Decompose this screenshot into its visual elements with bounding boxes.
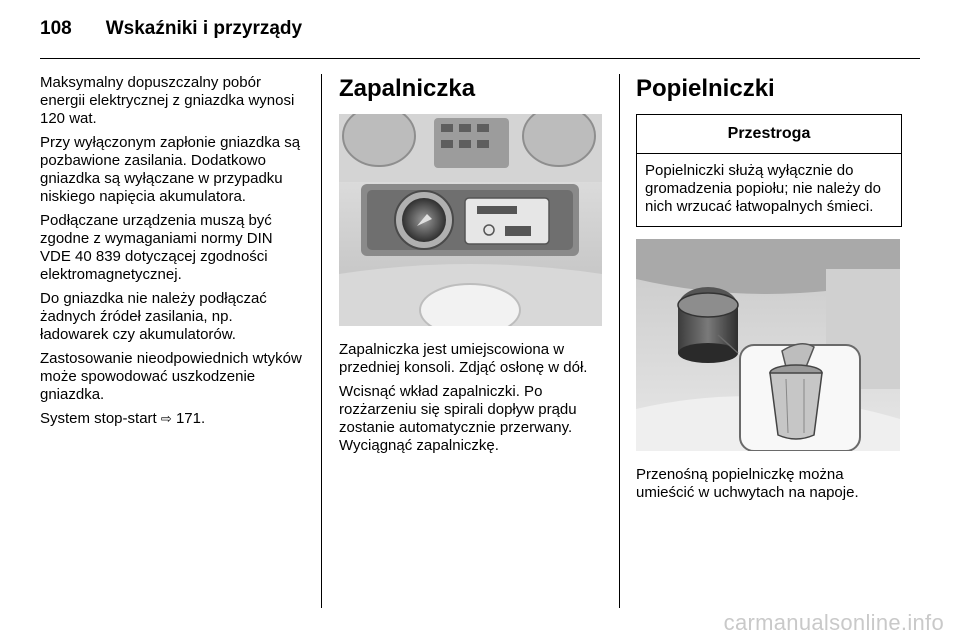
cigarette-lighter-illustration: [339, 114, 602, 326]
section-title-lighter: Zapalniczka: [339, 75, 476, 102]
reference-page[interactable]: 171.: [175, 410, 206, 427]
section-title-ashtrays: Popielniczki: [636, 75, 775, 102]
paragraph: Zapalniczka jest umiejscowiona w przedniej konsoli. Zdjąć osłonę w dół.: [339, 341, 588, 376]
portable-ashtray-illustration: [636, 239, 900, 451]
paragraph: Maksymalny dopuszczalny pobór energii elektrycznej z gniazdka wynosi 120 wat.: [40, 74, 295, 127]
page-header: [40, 18, 302, 48]
column-divider: [619, 74, 620, 608]
paragraph: Przenośną popielniczkę można umieścić w uchwytach na napoje.: [636, 466, 859, 501]
paragraph: Zastosowanie nieodpowiednich wtyków może spowodować uszkodzenie gniazdka.: [40, 350, 302, 403]
reference-arrow-icon: ⇨: [160, 411, 172, 426]
paragraph: Wcisnąć wkład zapalniczki. Po rozżarzeniu się spirali dopływ prądu zostanie automatycznie przerwany. Wyciągnąć zapalniczkę.: [339, 383, 577, 454]
chapter-title: Wskaźniki i przyrządy: [105, 18, 303, 39]
paragraph: Podłączane urządzenia muszą być zgodne z wymaganiami normy DIN VDE 40 839 dotyczącej zgodności elektromagnetycznej.: [40, 212, 273, 283]
paragraph: Do gniazdka nie należy podłączać żadnych źródeł zasilania, np. ładowarek czy akumulatorów.: [40, 290, 267, 343]
reference-text: System stop-start: [40, 410, 157, 427]
caution-title: Przestroga: [637, 115, 901, 154]
caution-text: Popielniczki służą wyłącznie do gromadzenia popiołu; nie należy do nich wrzucać łatwopalnych śmieci.: [645, 162, 881, 215]
column-middle: [339, 74, 604, 461]
column-divider: [321, 74, 322, 608]
page-number: 108: [40, 18, 72, 39]
watermark: carmanualsonline.info: [723, 610, 944, 635]
column-left: [40, 74, 305, 434]
paragraph-reference: [40, 410, 305, 428]
paragraph: Przy wyłączonym zapłonie gniazdka są pozbawione zasilania. Dodatkowo gniazdka są wyłączane w przypadku niskiego napięcia akumulatora.: [40, 134, 301, 205]
header-rule: [40, 58, 920, 59]
caution-box: [636, 114, 902, 227]
column-right: [636, 74, 902, 508]
